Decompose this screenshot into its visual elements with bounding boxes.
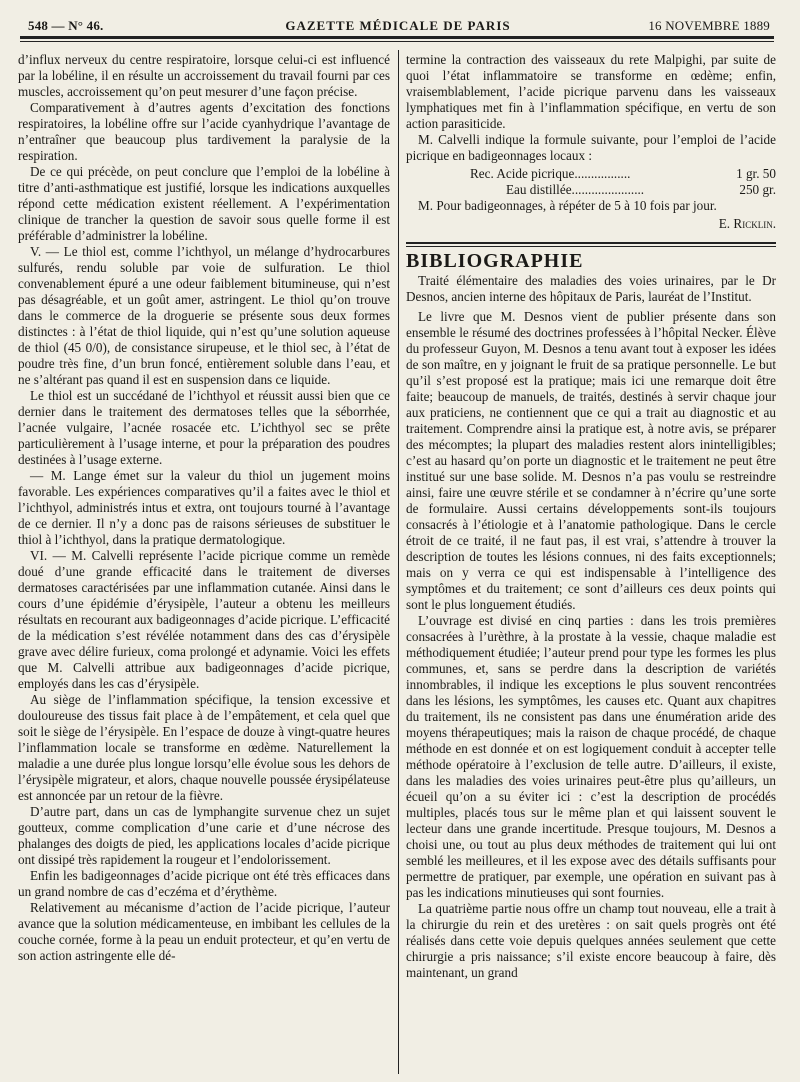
paragraph: De ce qui précède, on peut conclure que l’emploi de la lobéline à titre d’anti-asthmatique est justifié, lorsque les indications auxquelles répond cette médication existent réellement. A l’expérimentation clinique de trancher la question de savoir sous quelle forme il est préférable d’administrer la lobéline. — [18, 164, 390, 243]
book-reference: Traité élémentaire des maladies des voies urinaires, par le Dr Desnos, ancien interne des hôpitaux de Paris, lauréat de l’Institut. — [406, 273, 776, 304]
journal-title: GAZETTE MÉDICALE DE PARIS — [285, 18, 511, 33]
paragraph: VI. — M. Calvelli représente l’acide picrique comme un remède doué d’une grande efficacité dans le traitement de diverses dermatoses caractérisées par une inflammation cutanée. Ainsi dans le cours d’une épidémie d’érysipèle, l’auteur a obtenu les meilleurs résultats en recourant aux badigeonnages d’acide picrique. L’efficacité de la médication s’est révélée notamment dans des cas d’érysipèle grave avec délire furieux, coma prolongé et adynamie. Voici les effets que M. Calvelli attribue aux badigeonnages d’acide picrique, employés dans les cas d’érysipèle. — [18, 548, 390, 691]
paragraph: Comparativement à d’autres agents d’excitation des fonctions respiratoires, la lobéline offre sur l’acide cyanhydrique l’avantage de n’entraîner que beaucoup plus tardivement la paralysie de la respiration. — [18, 100, 390, 163]
paragraph: termine la contraction des vaisseaux du rete Malpighi, par suite de quoi l’état inflammatoire se transforme en œdème; enfin, vraisemblablement, l’acide picrique parvenu dans les vaisseaux lymphatiques met fin à l’inflammation spécifique, en vertu de son action parasiticide. — [406, 52, 776, 131]
paragraph: Enfin les badigeonnages d’acide picrique ont été très efficaces dans un grand nombre de cas d’eczéma et d’érythème. — [18, 868, 390, 899]
section-rule-thin — [406, 246, 776, 247]
paragraph: M. Pour badigeonnages, à répéter de 5 à 10 fois par jour. — [418, 198, 717, 213]
recipe-row — [406, 166, 776, 182]
column-divider — [398, 50, 399, 1074]
header-rule-thin — [20, 41, 774, 42]
recipe-ingredient: Eau distillée...................... — [506, 182, 645, 197]
issue-date: 16 NOVEMBRE 1889 — [648, 18, 770, 33]
section-rule — [406, 242, 776, 244]
page-header — [18, 12, 778, 36]
section-heading: BIBLIOGRAPHIE — [406, 250, 584, 272]
recipe-row — [406, 182, 776, 198]
author-signature: E. Ricklin. — [718, 216, 776, 231]
paragraph: Relativement au mécanisme d’action de l’acide picrique, l’auteur avance que la solution médicamenteuse, en imbibant les cellules de la couche cornée, forme à la peau un enduit protecteur, et qu’en vertu de son action astringente elle dé- — [18, 900, 390, 963]
paragraph: Au siège de l’inflammation spécifique, la tension excessive et douloureuse des tissus fait place à de l’empâtement, et cela quel que soit le siège de l’érysipèle. En l’espace de douze à vingt-quatre heures l’inflammation locale se transforme en œdème. Naturellement la maladie a une durée plus longue lorsqu’elle évolue sous les dehors de l’érysipèle migrateur, et alors, chaque nouvelle poussée érysipélateuse est annoncée par un retour de la fièvre. — [18, 692, 390, 803]
paragraph: V. — Le thiol est, comme l’ichthyol, un mélange d’hydrocarbures sulfurés, rendu soluble par voie de sulfuration. Le thiol convenablement épuré a une odeur faiblement bitumineuse, qui n’est pas désagréable, et un goût amer, astringent. Le thiol qu’on trouve dans le commerce de la droguerie se présente sous deux formes distinctes : à l’état de thiol liquide, qui n’est qu’une solution aqueuse de thiol (45 0/0), de consistance sirupeuse, et le thiol sec, à l’état de poudre très fine, d’un brun foncé, entièrement soluble dans l’eau, et ne s’altérant pas quand il est en suspension dans ce liquide. — [18, 244, 390, 387]
page-number: 548 — N° 46. — [28, 18, 104, 33]
paragraph: Le thiol est un succédané de l’ichthyol et réussit aussi bien que ce dernier dans le traitement des dermatoses telles que la séborrhée, l’acnée vulgaire, l’acnée rosacée etc. L’ichthyol sec se prête particulièrement à l’usage interne, et pour la préparation des poudres destinées à l’usage externe. — [18, 388, 390, 467]
recipe-formula — [406, 166, 776, 198]
recipe-quantity: 1 gr. 50 — [736, 166, 776, 181]
paragraph: Le livre que M. Desnos vient de publier présente dans son ensemble le résumé des doctrines professées à l’hôpital Necker. Élève du professeur Guyon, M. Desnos a tenu avant tout à exposer les idées de son maître, en y joignant le fruit de sa pratique personnelle. Le but qu’il s’est proposé est la pratique; mais ici une remarque doit être faite; beaucoup de manuels, de traités, destinés à servir chaque jour aux praticiens, ne contiennent que ce qui a trait au diagnostic et au traitement. Comprendre ainsi la pratique est, à notre avis, se préparer des mécomptes; la plupart des maladies restent alors inintelligibles; c’est au hasard qu’on porte un diagnostic et le traitement ne peut être institué sur une base solide. M. Desnos n’a pas voulu se restreindre ainsi, faire une œuvre stérile et se condamner à n’écrire qu’une sorte de formulaire. Aussi certains développements sont-ils toujours consacrés à l’étiologie et à l’anatomie pathologique. Dans le cercle étroit de ce traité, il ne faut pas, il est vrai, s’attendre à trouver la description de toutes les lésions connues, ni des faits exceptionnels; mais on y verra ce qui est indispensable à l’intelligence des symptômes et du traitement; ce sont d’ailleurs ces deux points qui sont le plus longuement étudiés. — [406, 309, 776, 612]
paragraph: L’ouvrage est divisé en cinq parties : dans les trois premières consacrées à l’urèthre, à la prostate à la vessie, chaque maladie est méthodiquement étudiée; l’auteur prend pour type les formes les plus communes, et, sans se perdre dans la description de variétés innombrables, il indique les exceptions le plus souvent rencontrées dans les lésions, les symptômes, les causes etc. Quant aux chapitres du traitement, ils ne consistent pas dans une énumération aride des moyens thérapeutiques; mais la raison de chaque procédé, de chaque méthode en est donnée et on est logiquement conduit à accepter telle méthode opératoire à l’exclusion de telle autre. D’ailleurs, il existe, dans les maladies des voies urinaires peut-être plus qu’ailleurs, un écueil qu’on a su éviter ici : c’est la description de procédés multiples, placés tous sur le même plan et qui laissent souvent le lecteur dans une grande incertitude. Presque toujours, M. Desnos a choisi une, ou tout au plus deux méthodes de traitement qui lui ont semblé les meilleures, et il les expose avec des détails suffisants pour permettre de pratiquer, par exemple, une opération en suivant pas à pas les indications minutieuses qui sont fournies. — [406, 613, 776, 900]
left-column — [18, 52, 390, 1072]
paragraph: La quatrième partie nous offre un champ tout nouveau, elle a trait à la chirurgie du rein et des uretères : on sait quels progrès ont été réalisés dans cette voie depuis quelques années seulement que cette chirurgie a pris naissance; s’il existe encore beaucoup à faire, dès maintenant, un grand — [406, 901, 776, 980]
recipe-ingredient: Rec. Acide picrique................. — [470, 166, 631, 181]
header-rule — [20, 36, 774, 39]
paragraph: M. Calvelli indique la formule suivante, pour l’emploi de l’acide picrique en badigeonnages locaux : — [406, 132, 776, 163]
paragraph: D’autre part, dans un cas de lymphangite survenue chez un sujet goutteux, comme complication d’une carie et d’une nécrose des phalanges des doigts de pied, les applications locales d’acide picrique ont dissipé très rapidement la rougeur et l’endolorissement. — [18, 804, 390, 867]
recipe-quantity: 250 gr. — [739, 182, 776, 197]
paragraph: d’influx nerveux du centre respiratoire, lorsque celui-ci est influencé par la lobéline, il en résulte un accroissement du travail fourni par ces muscles, accroissement qu’on peut mesurer d’une façon précise. — [18, 52, 390, 99]
right-column — [406, 52, 776, 1072]
paragraph: — M. Lange émet sur la valeur du thiol un jugement moins favorable. Les expériences comparatives qu’il a faites avec le thiol et l’ichthyol, administrés intus et extra, ont toujours tourné à l’avantage de ce dernier. Il n’y a donc pas de raisons sérieuses de substituer le thiol à l’ichthyol, dans la pratique dermatologique. — [18, 468, 390, 547]
